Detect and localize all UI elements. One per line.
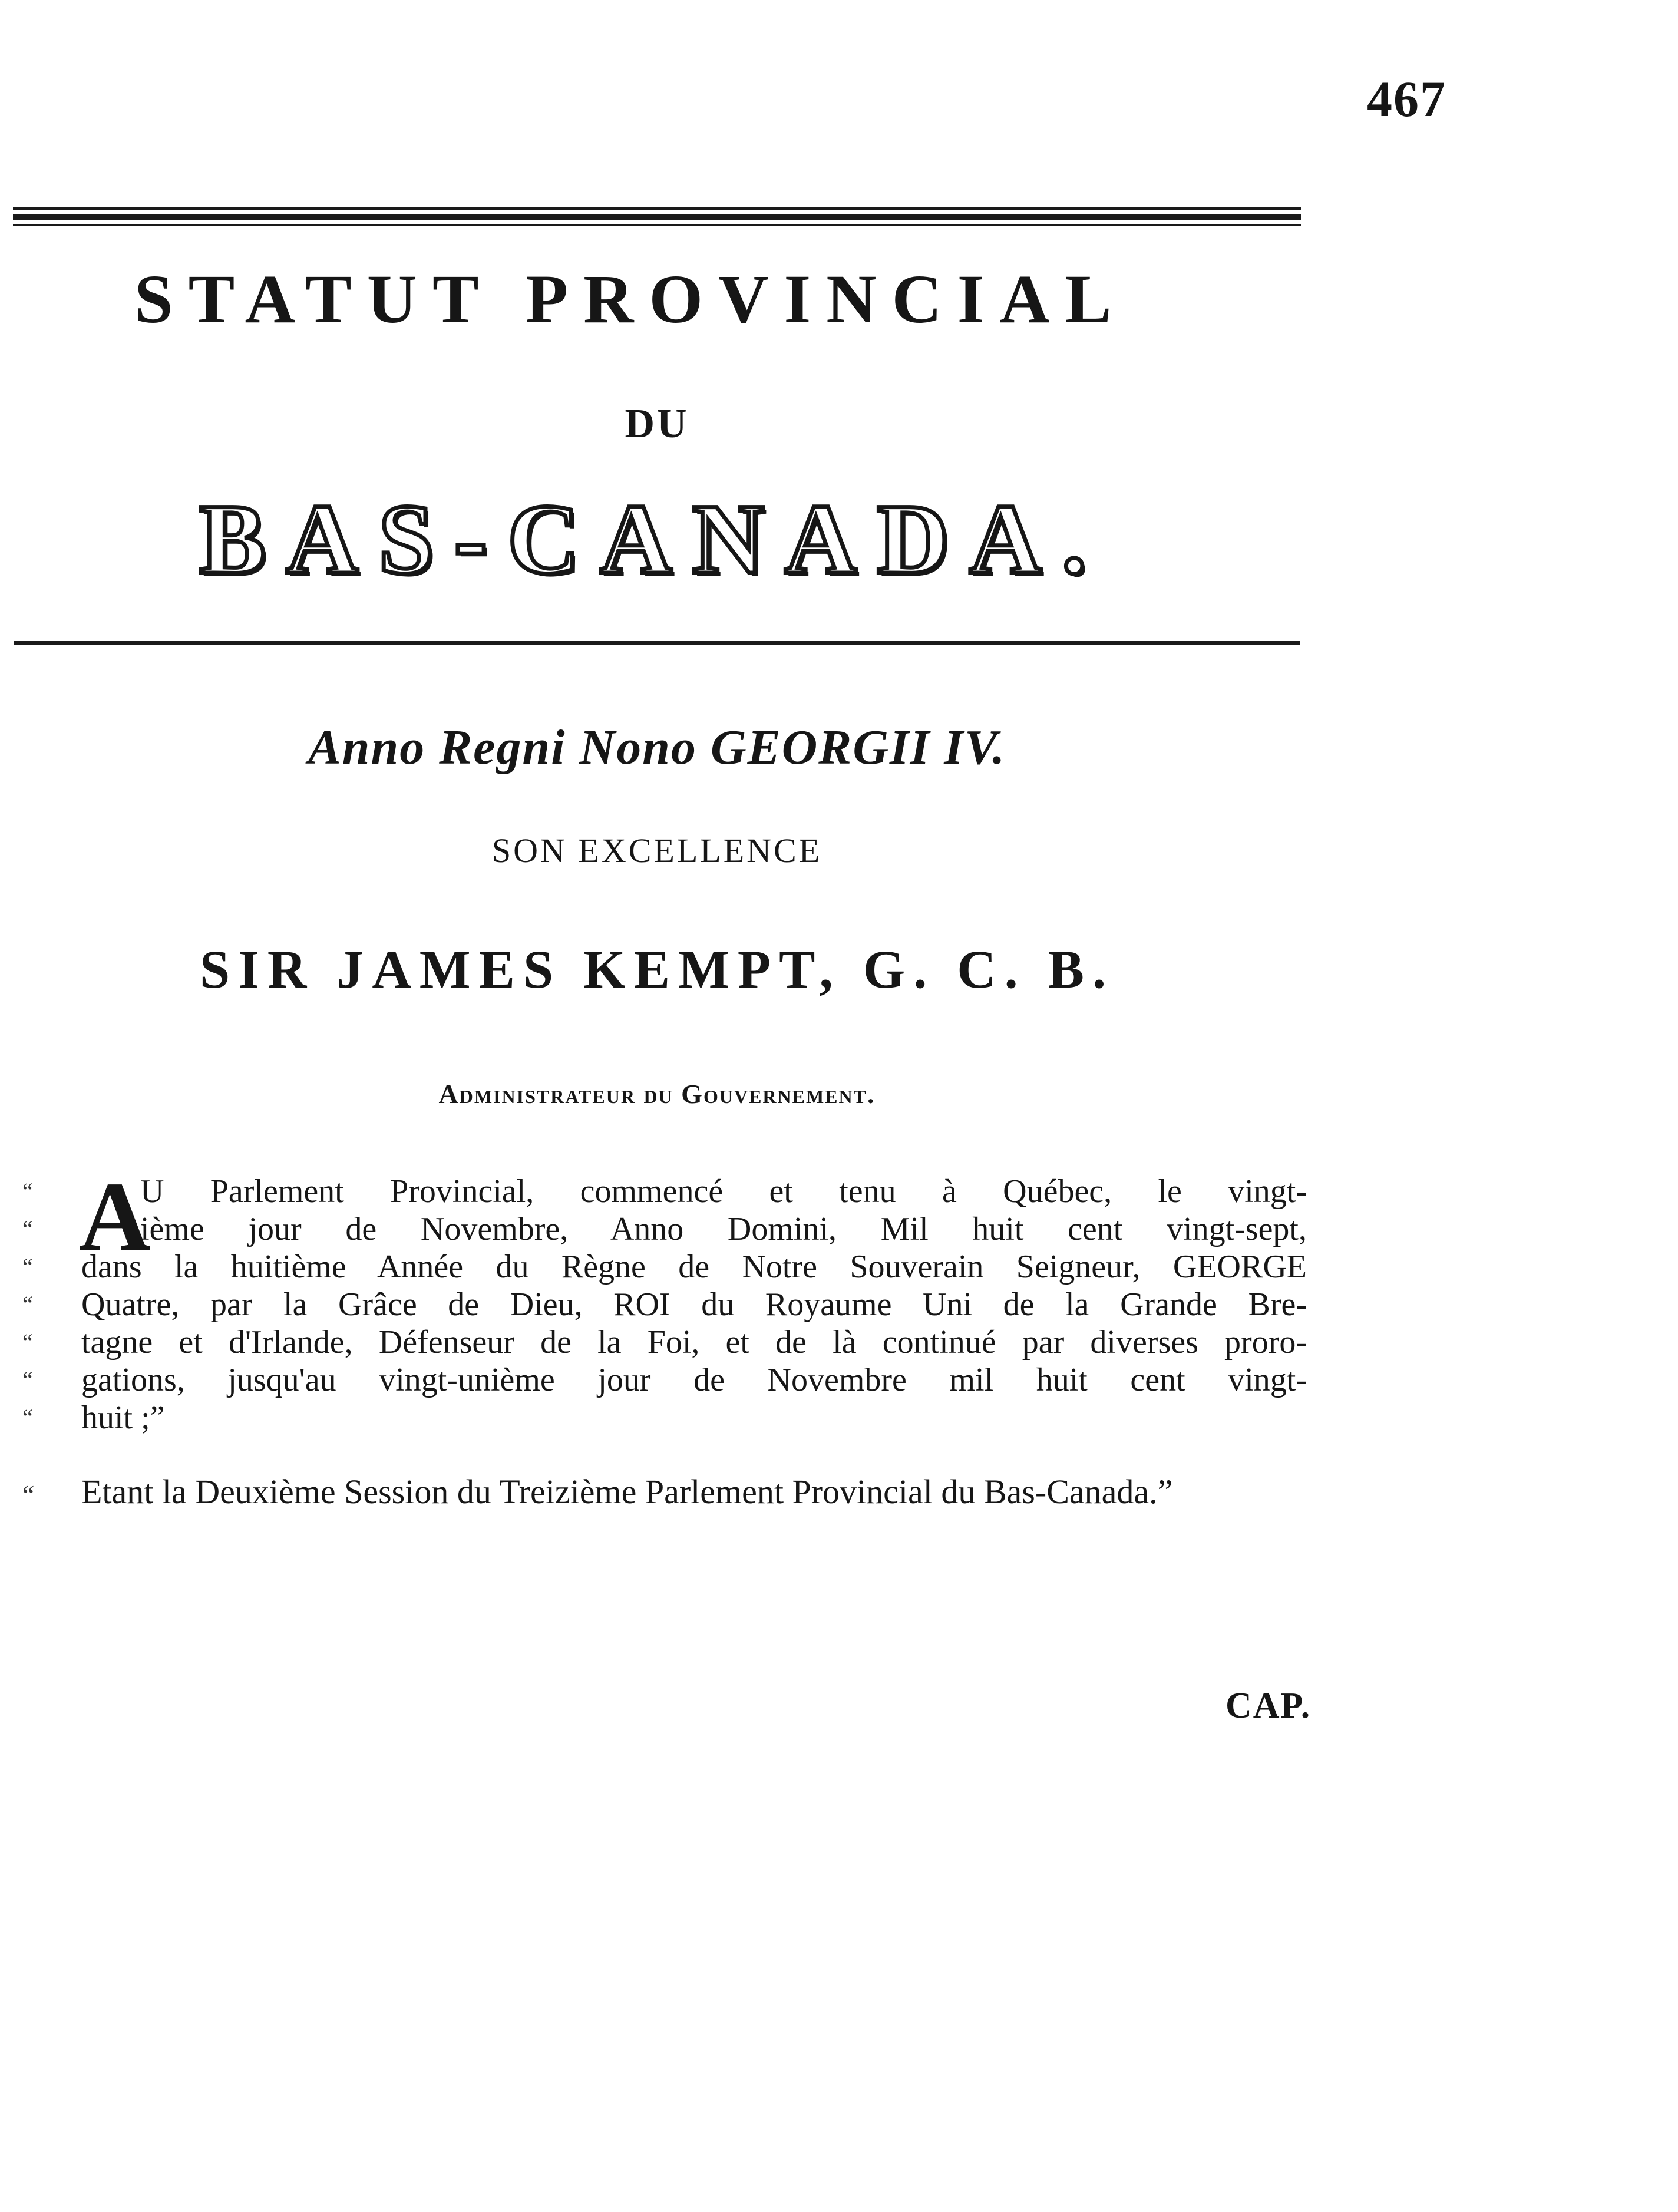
- title-du: DU: [625, 401, 689, 447]
- session-line: [22, 1473, 1319, 1514]
- regnal-year: Anno Regni Nono GEORGII IV.: [308, 720, 1006, 775]
- quote-mark: “: [22, 1404, 33, 1431]
- preamble-line: gations, jusqu'au vingt-unième jour de Novembre mil huit cent vingt-: [81, 1362, 1307, 1398]
- quote-mark: “: [22, 1480, 35, 1510]
- title-statut-provincial: STATUT PROVINCIAL: [134, 260, 1127, 338]
- preamble-line: ième jour de Novembre, Anno Domini, Mil huit cent vingt-sept,: [140, 1211, 1307, 1247]
- preamble-line: U Parlement Provincial, commencé et tenu à Québec, le vingt-: [140, 1173, 1307, 1210]
- son-excellence: SON EXCELLENCE: [491, 831, 823, 870]
- governor-name: SIR JAMES KEMPT, G. C. B.: [199, 939, 1115, 999]
- quote-mark: “: [22, 1253, 33, 1280]
- quote-mark: “: [22, 1291, 33, 1318]
- title-bas-canada: BAS-CANADA.: [199, 484, 1107, 595]
- administrator-title: Administrateur du Gouvernement.: [438, 1079, 876, 1109]
- quote-mark: “: [22, 1178, 33, 1204]
- drop-cap: A: [79, 1162, 151, 1272]
- page-number: 467: [1367, 71, 1446, 127]
- quote-mark: “: [22, 1329, 33, 1355]
- session-text: Etant la Deuxième Session du Treizième Parlement Provincial du Bas-Canada.”: [81, 1473, 1173, 1511]
- preamble-line: dans la huitième Année du Règne de Notre Souverain Seigneur, GEORGE: [81, 1249, 1307, 1285]
- catchword: CAP.: [1226, 1686, 1312, 1726]
- quote-mark: “: [22, 1216, 33, 1242]
- title-rule: [14, 641, 1300, 645]
- top-double-rule: [13, 207, 1301, 227]
- preamble-line: tagne et d'Irlande, Défenseur de la Foi, et de là continué par diverses proro-: [81, 1324, 1307, 1361]
- preamble-line: Quatre, par la Grâce de Dieu, ROI du Royaume Uni de la Grande Bre-: [81, 1286, 1307, 1323]
- quote-mark: “: [22, 1366, 33, 1393]
- preamble-line: huit ;”: [81, 1399, 165, 1436]
